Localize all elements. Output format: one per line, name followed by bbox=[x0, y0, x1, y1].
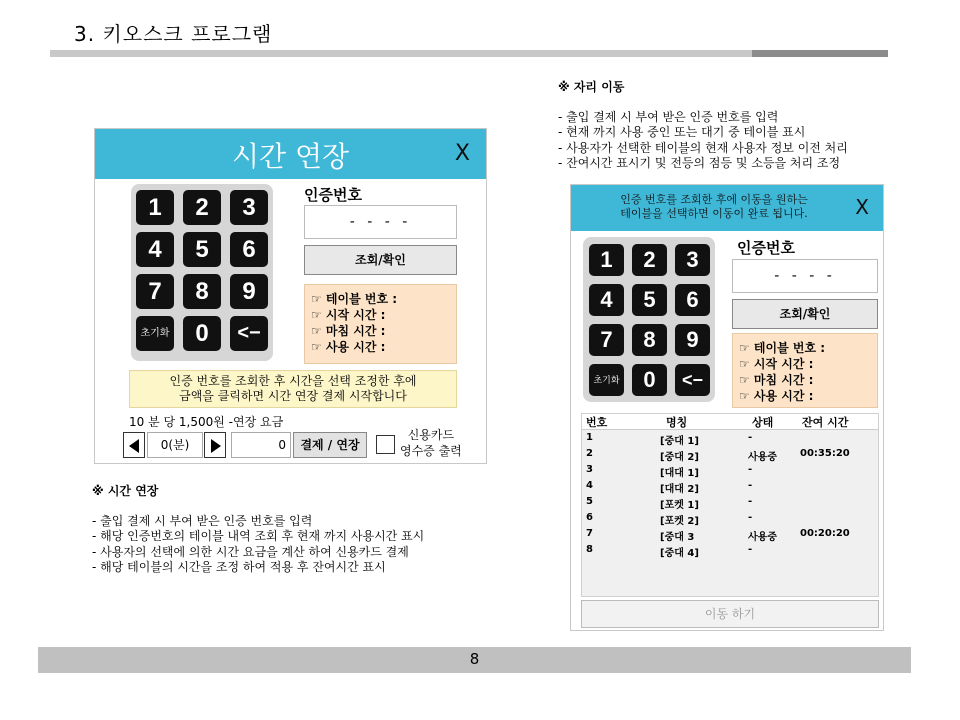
row-status: - bbox=[748, 480, 753, 491]
arrow-right-icon bbox=[211, 439, 221, 453]
table-header bbox=[582, 414, 878, 430]
number-keypad bbox=[131, 184, 273, 361]
move-message bbox=[591, 193, 837, 221]
notes-extend bbox=[92, 484, 424, 576]
header-status: 상태 bbox=[752, 416, 774, 429]
header-remaining: 잔여 시간 bbox=[802, 416, 849, 429]
page-number: 8 bbox=[469, 650, 480, 668]
row-number: 2 bbox=[586, 448, 593, 459]
key-1[interactable]: 1 bbox=[589, 244, 624, 276]
key-6[interactable]: 6 bbox=[675, 284, 710, 316]
row-name: [중대 1] bbox=[660, 436, 699, 447]
key-3[interactable]: 3 bbox=[230, 190, 268, 225]
extension-header bbox=[95, 129, 486, 179]
key-8[interactable]: 8 bbox=[632, 324, 667, 356]
notes-extend-line: - 해당 인증번호의 테이블 내역 조회 후 현재 까지 사용시간 표시 bbox=[92, 529, 425, 543]
info-used-time: ☞ 사용 시간 : bbox=[311, 340, 386, 354]
row-number: 5 bbox=[586, 496, 593, 507]
key-6[interactable]: 6 bbox=[230, 232, 268, 267]
table-row[interactable] bbox=[582, 448, 878, 464]
row-status: - bbox=[748, 496, 753, 507]
key-9[interactable]: 9 bbox=[675, 324, 710, 356]
row-name: [대대 2] bbox=[660, 484, 699, 495]
key-8[interactable]: 8 bbox=[183, 274, 221, 309]
info-start-time: ☞ 시작 시간 : bbox=[739, 357, 814, 371]
row-number: 7 bbox=[586, 528, 593, 539]
lookup-button[interactable]: 조회/확인 bbox=[304, 245, 457, 275]
key-1[interactable]: 1 bbox=[136, 190, 174, 225]
row-name: [중대 2] bbox=[660, 452, 699, 463]
key-2[interactable]: 2 bbox=[632, 244, 667, 276]
arrow-left-icon bbox=[129, 439, 139, 453]
key-4[interactable]: 4 bbox=[589, 284, 624, 316]
table-row[interactable] bbox=[582, 432, 878, 448]
rate-text: 10 분 당 1,500원 -연장 요금 bbox=[129, 415, 284, 429]
auth-label: 인증번호 bbox=[304, 186, 362, 204]
table-info-box bbox=[732, 333, 878, 408]
notes-move-line: - 잔여시간 표시기 및 전등의 점등 및 소등을 처리 조정 bbox=[558, 156, 841, 170]
row-status: 사용중 bbox=[748, 452, 777, 463]
move-header bbox=[571, 185, 883, 231]
time-extension-screen bbox=[94, 128, 487, 464]
key-3[interactable]: 3 bbox=[675, 244, 710, 276]
lookup-button[interactable]: 조회/확인 bbox=[732, 299, 878, 329]
info-start-time: ☞ 시작 시간 : bbox=[311, 308, 386, 322]
key-2[interactable]: 2 bbox=[183, 190, 221, 225]
info-table-number: ☞ 테이블 번호 : bbox=[311, 292, 398, 306]
key-5[interactable]: 5 bbox=[632, 284, 667, 316]
row-remaining: 00:35:20 bbox=[800, 448, 850, 459]
decrease-minutes-button[interactable] bbox=[123, 432, 145, 458]
footer-bar bbox=[38, 647, 911, 673]
notes-move-line: - 사용자가 선택한 테이블의 현재 사용자 정보 이전 처리 bbox=[558, 140, 848, 155]
close-button[interactable]: X bbox=[454, 141, 470, 166]
receipt-label-line: 신용카드 bbox=[407, 428, 455, 442]
header-number: 번호 bbox=[586, 416, 608, 429]
notes-extend-line: - 출입 결제 시 부여 받은 인증 번호를 입력 bbox=[92, 513, 313, 528]
receipt-label-line: 영수증 출력 bbox=[400, 444, 462, 458]
row-status: - bbox=[748, 464, 753, 475]
info-end-time: ☞ 마침 시간 : bbox=[311, 324, 386, 338]
amount-value: 0 bbox=[231, 432, 291, 458]
key-7[interactable]: 7 bbox=[136, 274, 174, 309]
info-table-number: ☞ 테이블 번호 : bbox=[739, 341, 826, 355]
notes-move bbox=[558, 80, 848, 172]
row-number: 4 bbox=[586, 480, 593, 491]
table-row[interactable] bbox=[582, 480, 878, 496]
notes-extend-heading: ※ 시간 연장 bbox=[92, 484, 159, 498]
title-divider-accent bbox=[752, 50, 888, 57]
number-keypad bbox=[583, 237, 715, 402]
row-status: 사용중 bbox=[748, 532, 777, 543]
move-message-line: 테이블을 선택하면 이동이 완료 됩니다. bbox=[620, 207, 808, 220]
auth-label: 인증번호 bbox=[737, 239, 795, 257]
receipt-label bbox=[400, 427, 462, 459]
row-number: 1 bbox=[586, 432, 593, 443]
key-7[interactable]: 7 bbox=[589, 324, 624, 356]
info-used-time: ☞ 사용 시간 : bbox=[739, 389, 814, 403]
auth-code-field[interactable]: - - - - bbox=[732, 259, 878, 293]
row-name: [포켓 1] bbox=[660, 500, 699, 511]
table-row[interactable] bbox=[582, 496, 878, 512]
row-number: 6 bbox=[586, 512, 593, 523]
extension-notice bbox=[129, 370, 457, 408]
pay-extend-button[interactable]: 결제 / 연장 bbox=[293, 432, 367, 458]
increase-minutes-button[interactable] bbox=[204, 432, 226, 458]
header-name: 명칭 bbox=[666, 416, 688, 429]
row-status: - bbox=[748, 512, 753, 523]
row-name: [대대 1] bbox=[660, 468, 699, 479]
notes-move-line: - 현재 까지 사용 중인 또는 대기 중 테이블 표시 bbox=[558, 125, 806, 139]
notice-line: 인증 번호를 조회한 후 시간을 선택 조정한 후에 bbox=[169, 374, 417, 388]
key-5[interactable]: 5 bbox=[183, 232, 221, 267]
table-row[interactable] bbox=[582, 464, 878, 480]
seat-move-screen bbox=[570, 184, 884, 631]
extension-title: 시간 연장 bbox=[231, 140, 350, 173]
notes-move-line: - 출입 결제 시 부여 받은 인증 번호를 입력 bbox=[558, 109, 779, 124]
move-message-line: 인증 번호를 조회한 후에 이동을 원하는 bbox=[620, 193, 808, 206]
notes-extend-line: - 사용자의 선택에 의한 시간 요금을 계산 하여 신용카드 결제 bbox=[92, 544, 409, 559]
auth-code-field[interactable]: - - - - bbox=[304, 205, 457, 239]
key-0[interactable]: 0 bbox=[632, 364, 667, 396]
slide-title: 3. 키오스크 프로그램 bbox=[74, 22, 273, 46]
table-row[interactable] bbox=[582, 528, 878, 544]
row-number: 8 bbox=[586, 544, 593, 555]
key-backspace[interactable]: <− bbox=[230, 316, 268, 351]
key-0[interactable]: 0 bbox=[183, 316, 221, 351]
key-reset[interactable]: 초기화 bbox=[589, 364, 624, 396]
row-name: [중대 3 bbox=[660, 532, 695, 543]
info-end-time: ☞ 마침 시간 : bbox=[739, 373, 814, 387]
move-button[interactable]: 이동 하기 bbox=[581, 600, 879, 628]
key-reset[interactable]: 초기화 bbox=[136, 316, 174, 351]
table-row[interactable] bbox=[582, 512, 878, 528]
row-number: 3 bbox=[586, 464, 593, 475]
row-name: [포켓 2] bbox=[660, 516, 699, 527]
key-9[interactable]: 9 bbox=[230, 274, 268, 309]
key-4[interactable]: 4 bbox=[136, 232, 174, 267]
table-list bbox=[581, 413, 879, 597]
close-button[interactable]: X bbox=[855, 195, 869, 219]
row-status: - bbox=[748, 432, 753, 443]
row-status: - bbox=[748, 544, 753, 555]
table-row[interactable] bbox=[582, 544, 878, 560]
notes-move-heading: ※ 자리 이동 bbox=[558, 80, 625, 94]
key-backspace[interactable]: <− bbox=[675, 364, 710, 396]
notice-line: 금액을 클릭하면 시간 연장 결제 시작합니다 bbox=[179, 389, 407, 403]
table-info-box bbox=[304, 284, 457, 364]
row-name: [중대 4] bbox=[660, 548, 699, 559]
receipt-checkbox[interactable] bbox=[376, 435, 395, 454]
notes-extend-line: - 해당 테이블의 시간을 조정 하여 적용 후 잔여시간 표시 bbox=[92, 560, 386, 574]
minutes-value: 0(분) bbox=[147, 432, 203, 458]
row-remaining: 00:20:20 bbox=[800, 528, 850, 539]
